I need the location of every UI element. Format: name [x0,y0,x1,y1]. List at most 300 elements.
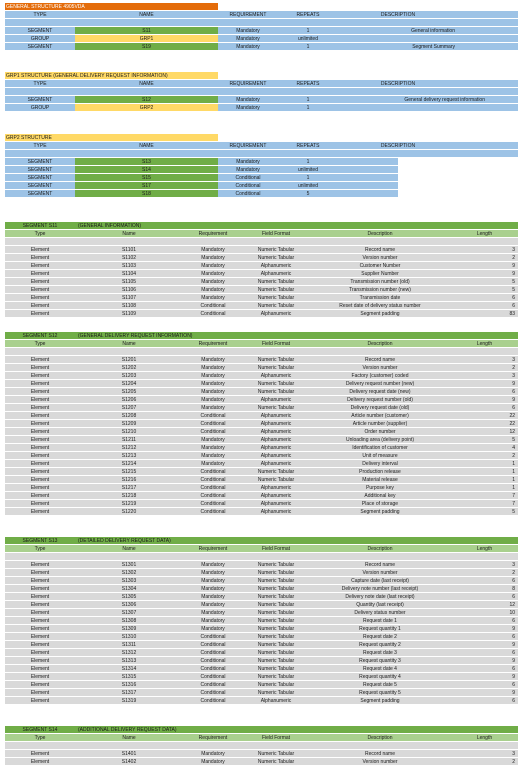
table-cell: Numeric Tabular [243,246,309,253]
table-row [5,750,518,758]
table-cell: Alphanumeric [243,372,309,379]
table-cell: S1215 [75,468,183,475]
table-cell: 83 [451,310,518,317]
table-cell: 3 [451,356,518,363]
table-cell: Mandatory [183,561,243,568]
table-cell: Element [5,649,75,656]
table-cell: 6 [451,294,518,301]
table-cell: S1216 [75,476,183,483]
table-cell: Numeric Tabular [243,601,309,608]
table-cell: Element [5,665,75,672]
table-cell: Article number (supplier) [309,420,451,427]
table-cell: Segment padding [309,310,451,317]
table-cell: Alphanumeric [243,492,309,499]
table-row [5,468,518,476]
table-row [5,657,518,665]
table-cell: Alphanumeric [243,508,309,515]
table-row [5,364,518,372]
table-cell: Conditional [183,412,243,419]
table-row [5,665,518,673]
table-cell: 6 [451,577,518,584]
table-cell: S1305 [75,593,183,600]
table-cell: Mandatory [183,278,243,285]
column-header: Length [451,340,518,347]
table-cell: Conditional [183,697,243,704]
table-cell: Transmission number (old) [309,278,451,285]
table-cell: S1201 [75,356,183,363]
table-row [5,420,518,428]
table-cell: 9 [451,262,518,269]
table-cell: Conditional [183,673,243,680]
table-cell: S1306 [75,601,183,608]
table-cell: Record name [309,750,451,757]
table-cell: Numeric Tabular [243,641,309,648]
table-cell: S1102 [75,254,183,261]
table-row [5,758,518,766]
table-cell: Conditional [183,508,243,515]
table-cell: Element [5,625,75,632]
table-row [5,254,518,262]
table-cell: S1307 [75,609,183,616]
table-cell: Element [5,310,75,317]
table-cell: Material release [309,476,451,483]
table-cell: Numeric Tabular [243,649,309,656]
table-cell: Element [5,388,75,395]
table-cell: Mandatory [183,380,243,387]
table-cell: 2 [451,569,518,576]
table-row: GROUP GRP2 Mandatory 1 [5,104,518,112]
table-cell: Mandatory [183,601,243,608]
table-cell: Mandatory [183,444,243,451]
table-cell: S1214 [75,460,183,467]
table-cell: Element [5,412,75,419]
table-cell: Conditional [183,641,243,648]
table-cell: Conditional [183,492,243,499]
table-cell: Mandatory [183,609,243,616]
table-cell: Delivery request number (old) [309,396,451,403]
table-cell: Conditional [183,681,243,688]
table-cell: Reset date of delivery status number [309,302,451,309]
table-cell: 5 [451,436,518,443]
table-cell: Element [5,561,75,568]
table-cell: 6 [451,388,518,395]
table-cell: 7 [451,500,518,507]
table-cell: Request date 3 [309,649,451,656]
table-cell: 9 [451,641,518,648]
table-row [5,444,518,452]
table-cell: Mandatory [183,460,243,467]
column-header: Name [75,230,183,237]
table-cell: S1315 [75,673,183,680]
table-row [5,508,518,516]
table-cell: Numeric Tabular [243,286,309,293]
table-cell: Request quantity 1 [309,625,451,632]
table-cell: S1310 [75,633,183,640]
table-cell: Element [5,460,75,467]
table-cell: Element [5,396,75,403]
segment-header-row [5,545,518,553]
table-cell: Numeric Tabular [243,758,309,765]
table-cell: Numeric Tabular [243,468,309,475]
table-cell: 6 [451,681,518,688]
table-cell: Numeric Tabular [243,665,309,672]
table-cell: Numeric Tabular [243,364,309,371]
table-cell: Mandatory [183,404,243,411]
table-cell: 1 [451,484,518,491]
table-cell: Request quantity 4 [309,673,451,680]
table-row [5,641,518,649]
table-cell: Unit of measure [309,452,451,459]
table-cell: Delivery status number [309,609,451,616]
table-cell: S1309 [75,625,183,632]
table-cell: Element [5,585,75,592]
table-row [5,262,518,270]
table-cell: 9 [451,657,518,664]
table-cell: Element [5,593,75,600]
table-cell: Delivery request date (old) [309,404,451,411]
table-cell: 5 [451,508,518,515]
table-cell: 5 [451,278,518,285]
table-cell: Segment padding [309,697,451,704]
table-cell: Numeric Tabular [243,278,309,285]
table-cell: 1 [278,174,338,181]
table-cell: S1308 [75,617,183,624]
column-header: Type [5,340,75,347]
table-cell: S1219 [75,500,183,507]
table-cell: Numeric Tabular [243,673,309,680]
table-cell: S1301 [75,561,183,568]
table-cell: S1205 [75,388,183,395]
table-row [5,476,518,484]
table-cell: Alphanumeric [243,436,309,443]
table-row: SEGMENT S12 Mandatory 1 General delivery request information [5,96,518,104]
table-cell: Article number (customer) [309,412,451,419]
table-cell: Element [5,641,75,648]
table-cell: 9 [451,380,518,387]
table-row [5,190,518,198]
column-header: Type [5,734,75,741]
segment-s11-table [5,222,518,318]
table-row [5,633,518,641]
table-cell: 12 [451,601,518,608]
column-header: Field Format [243,230,309,237]
table-row [5,609,518,617]
table-cell: Numeric Tabular [243,625,309,632]
table-cell: Numeric Tabular [243,577,309,584]
table-cell: Alphanumeric [243,396,309,403]
table-cell: Mandatory [183,452,243,459]
table-cell: Conditional [183,657,243,664]
column-header: Length [451,230,518,237]
table-row [5,689,518,697]
table-row [5,428,518,436]
table-cell: S1319 [75,697,183,704]
segment-subtitle: (GENERAL DELIVERY REQUEST INFORMATION) [75,332,518,339]
table-cell: 3 [451,372,518,379]
table-cell: Conditional [183,302,243,309]
table-cell: Mandatory [218,158,278,165]
table-cell: 1 [278,158,338,165]
table-cell: Element [5,420,75,427]
general-structure-header: TYPE NAME REQUIREMENT REPEATS DESCRIPTION [5,11,518,19]
table-cell: Mandatory [183,436,243,443]
table-cell: Element [5,262,75,269]
segment-s14-table [5,726,518,766]
table-cell: S1106 [75,286,183,293]
table-cell: Request date 5 [309,681,451,688]
table-cell: Numeric Tabular [243,617,309,624]
table-cell: S1101 [75,246,183,253]
table-cell: 6 [451,593,518,600]
table-cell: Element [5,508,75,515]
column-header: Length [451,545,518,552]
table-cell: Alphanumeric [243,420,309,427]
table-row [5,182,518,190]
segment-title: SEGMENT S11 [5,222,75,229]
table-cell: Alphanumeric [243,697,309,704]
table-cell: Mandatory [183,625,243,632]
table-cell: Element [5,452,75,459]
table-cell: 6 [451,617,518,624]
table-cell: S1203 [75,372,183,379]
table-cell: Element [5,681,75,688]
segment-s13-table [5,537,518,705]
table-cell: Numeric Tabular [243,569,309,576]
table-cell: Numeric Tabular [243,294,309,301]
table-cell: Numeric Tabular [243,689,309,696]
table-cell: Element [5,294,75,301]
table-cell: 9 [451,625,518,632]
table-cell: Element [5,657,75,664]
table-cell: unlimited [278,166,338,173]
table-cell: S1303 [75,577,183,584]
table-cell: Customer Number [309,262,451,269]
table-cell: Supplier Number [309,270,451,277]
table-cell: 6 [451,302,518,309]
grp2-structure-title: GRP2 STRUCTURE [5,134,218,141]
table-row [5,246,518,254]
table-cell: Quantity (last receipt) [309,601,451,608]
table-cell: Mandatory [183,396,243,403]
table-row [5,484,518,492]
table-cell: Element [5,278,75,285]
table-cell: Element [5,286,75,293]
table-cell: Alphanumeric [243,500,309,507]
table-cell: Numeric Tabular [243,681,309,688]
table-cell: Segment padding [309,508,451,515]
table-cell: Version number [309,364,451,371]
table-row [5,697,518,705]
table-cell: S1217 [75,484,183,491]
table-row [5,500,518,508]
table-cell: Element [5,468,75,475]
table-cell: Numeric Tabular [243,302,309,309]
table-row [5,601,518,609]
table-cell: Request date 1 [309,617,451,624]
table-cell: 6 [451,649,518,656]
table-cell: S1317 [75,689,183,696]
table-cell: S1105 [75,278,183,285]
table-row [5,380,518,388]
table-cell: Delivery request number (new) [309,380,451,387]
table-cell: S1211 [75,436,183,443]
column-header: Length [451,734,518,741]
table-row [5,492,518,500]
table-row [5,286,518,294]
table-cell: 12 [451,428,518,435]
table-cell: Conditional [218,174,278,181]
table-cell: Element [5,500,75,507]
table-cell: S1104 [75,270,183,277]
table-cell: Mandatory [183,294,243,301]
table-cell: 5 [278,190,338,197]
table-cell: Factory (customer) coded [309,372,451,379]
table-cell: 2 [451,254,518,261]
table-cell: 5 [451,286,518,293]
table-cell: Conditional [183,500,243,507]
table-row: GROUP GRP1 Mandatory unlimited [5,35,518,43]
table-cell: Alphanumeric [243,270,309,277]
table-cell: Numeric Tabular [243,750,309,757]
table-cell: Mandatory [183,246,243,253]
segment-title: SEGMENT S14 [5,726,75,733]
table-row [5,412,518,420]
table-cell: S1402 [75,758,183,765]
table-cell: Conditional [218,182,278,189]
table-cell: S14 [75,166,218,173]
segment-header-row [5,734,518,742]
column-header: Type [5,230,75,237]
table-cell: Conditional [183,689,243,696]
table-cell: Conditional [183,468,243,475]
table-cell: Production release [309,468,451,475]
segment-title: SEGMENT S13 [5,537,75,544]
table-cell: 22 [451,420,518,427]
table-cell: Numeric Tabular [243,356,309,363]
table-row [5,460,518,468]
table-cell: S18 [75,190,218,197]
table-row: SEGMENT S19 Mandatory 1 Segment Summary [5,43,518,51]
table-cell: Element [5,633,75,640]
table-row [5,617,518,625]
table-cell: Mandatory [183,577,243,584]
general-structure-title: GENERAL STRUCTURE 4905VDA [5,3,218,10]
table-cell: Mandatory [183,372,243,379]
table-cell: Request quantity 5 [309,689,451,696]
table-row [5,396,518,404]
table-cell: S1311 [75,641,183,648]
table-cell: Order number [309,428,451,435]
table-cell: 22 [451,412,518,419]
table-cell: S1218 [75,492,183,499]
table-cell: 7 [451,492,518,499]
table-cell: Element [5,380,75,387]
table-cell: Element [5,436,75,443]
table-cell: Alphanumeric [243,310,309,317]
table-cell: Mandatory [183,593,243,600]
table-cell: Mandatory [183,388,243,395]
table-cell: Numeric Tabular [243,380,309,387]
table-row [5,593,518,601]
table-cell: S1302 [75,569,183,576]
table-cell: Mandatory [183,286,243,293]
table-row [5,294,518,302]
table-cell: SEGMENT [5,190,75,197]
column-header: Description [309,340,451,347]
column-header: Description [309,734,451,741]
table-cell: Element [5,750,75,757]
table-row [5,569,518,577]
table-row [5,166,518,174]
table-cell: Mandatory [183,750,243,757]
column-header: Field Format [243,734,309,741]
table-cell: Request date 4 [309,665,451,672]
table-cell: Conditional [183,484,243,491]
table-cell: Alphanumeric [243,262,309,269]
segment-header-row [5,340,518,348]
table-cell: unlimited [278,182,338,189]
table-cell: S1313 [75,657,183,664]
table-cell: Numeric Tabular [243,254,309,261]
table-cell: S1204 [75,380,183,387]
table-cell: S1103 [75,262,183,269]
table-row [5,649,518,657]
column-header: Name [75,734,183,741]
table-cell: Delivery interval [309,460,451,467]
table-row [5,270,518,278]
table-cell: Mandatory [183,758,243,765]
table-cell: Element [5,270,75,277]
table-cell: Element [5,444,75,451]
table-cell: 3 [451,246,518,253]
table-cell: 6 [451,697,518,704]
table-row [5,673,518,681]
table-cell: Purpose key [309,484,451,491]
table-cell: S13 [75,158,218,165]
table-cell: Delivery note number (last receipt) [309,585,451,592]
table-cell: 2 [451,364,518,371]
table-cell: 4 [451,444,518,451]
table-cell: 6 [451,404,518,411]
table-cell: Element [5,476,75,483]
table-cell: S1401 [75,750,183,757]
table-row [5,585,518,593]
table-cell: Place of storage [309,500,451,507]
table-cell: Element [5,364,75,371]
table-cell: Element [5,758,75,765]
column-header: Field Format [243,340,309,347]
table-cell: Mandatory [183,617,243,624]
table-cell: 1 [451,460,518,467]
general-structure-table [5,3,518,51]
table-cell: Additional key [309,492,451,499]
table-cell: Delivery request date (new) [309,388,451,395]
table-cell: 9 [451,396,518,403]
table-cell: Request quantity 3 [309,657,451,664]
table-cell: Alphanumeric [243,428,309,435]
table-cell: Numeric Tabular [243,609,309,616]
table-cell: S1108 [75,302,183,309]
segment-subtitle: (ADDITIONAL DELIVERY REQUEST DATA) [75,726,518,733]
table-cell: Element [5,697,75,704]
grp1-structure-title: GRP1 STRUCTURE (GENERAL DELIVERY REQUEST INFORMATION) [5,72,218,79]
table-cell: 1 [451,476,518,483]
table-cell: S1208 [75,412,183,419]
table-cell: 9 [451,689,518,696]
table-cell: Mandatory [218,166,278,173]
table-cell: Conditional [183,633,243,640]
table-cell: Record name [309,246,451,253]
